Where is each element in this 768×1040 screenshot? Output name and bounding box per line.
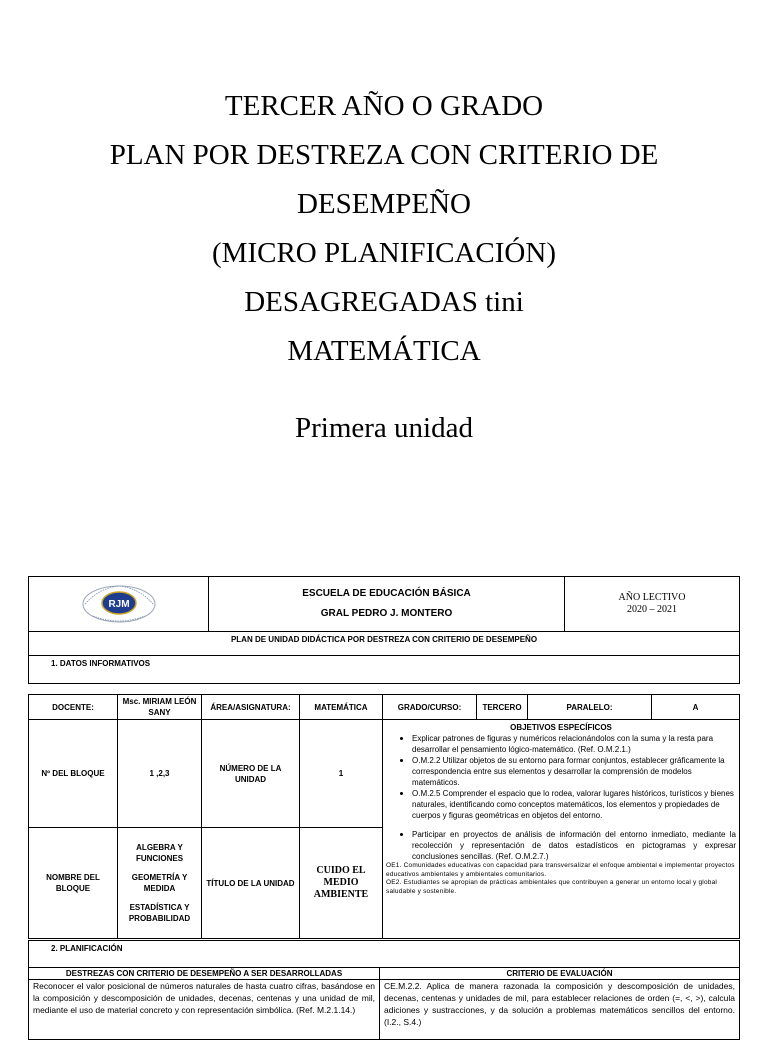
objetivo-item: • Participar en proyectos de análisis de información del entorno inmediato, mediante la recolección y representación de datos estadísticos en pictogramas y expresar conclusiones sencillas. (Ref. O.M.2.7.) [412,829,736,862]
title-line-grade: TERCER AÑO O GRADO [224,90,544,122]
school-name: GRAL PEDRO J. MONTERO [320,608,453,619]
section-planificacion: 2. PLANIFICACIÓN [29,941,740,968]
numero-unidad-label: NÚMERO DE LA UNIDAD [202,720,300,828]
paralelo-label: PARALELO: [528,695,652,720]
objetivos-list [386,733,736,862]
title-line-plan: PLAN POR DESTREZA CON CRITERIO DE [109,139,659,171]
paralelo-value: A [652,695,740,720]
logo-lettering: RJM [107,599,130,610]
school-year-value: 2020 – 2021 [627,604,677,615]
logo-cell [29,577,209,632]
school-header-table [28,576,740,684]
objetivo-ambiental-2: OE2. Estudiantes se apropian de prácticas ambientales que contribuyen a generar un entorno local y global saludable y sostenible. [386,879,718,895]
planificacion-table [28,940,740,1040]
destreza-text: Reconocer el valor posicional de números naturales de hasta cuatro cifras, basándose en la composición y descomposición de unidades, decenas, centenas y una unidad de mil, mediante el uso de material concreto y con representación simbólica. (Ref. M.2.1.14.) [29,980,380,1040]
criterio-header: CRITERIO DE EVALUACIÓN [380,968,740,980]
bloque-value: 1 ,2,3 [118,720,202,828]
grado-value: TERCERO [477,695,528,720]
school-name-cell [209,577,565,632]
bloque-label: Nº DEL BLOQUE [29,720,118,828]
objetivos-cell [383,720,740,939]
numero-unidad-value: 1 [300,720,383,828]
titulo-unidad-value: CUIDO EL MEDIO AMBIENTE [300,828,383,939]
criterio-text: CE.M.2.2. Aplica de manera razonada la composición y descomposición de unidades, decenas, centenas y unidades de mil, para establecer relaciones de orden (=, <, >), calcula adiciones y sustracciones, y da solución a problemas matemáticos sencillos del entorno. (I.2., S.4.) [380,980,740,1040]
title-line-subject: MATEMÁTICA [287,335,481,367]
objetivo-item: • O.M.2.5 Comprender el espacio que lo rodea, valorar lugares históricos, turísticos y bienes naturales, identificando como conceptos matemáticos, los elementos y propiedades de cuerpos y figuras geométricas en objetos del entorno. [412,788,736,821]
title-line-desagregadas: DESAGREGADAS tini [244,286,524,318]
school-year-cell [565,577,740,632]
area-label: ÁREA/ASIGNATURA: [202,695,300,720]
bloque-name-algebra: ALGEBRA Y FUNCIONES [135,843,184,863]
destrezas-header: DESTREZAS CON CRITERIO DE DESEMPEÑO A SER DESARROLLADAS [29,968,380,980]
objetivos-title: OBJETIVOS ESPECÍFICOS [510,723,612,732]
objetivo-item: • O.M.2.2 Utilizar objetos de su entorno para formar conjuntos, establecer gráficamente la correspondencia entre sus elementos y desarrollar la comprensión de modelos matemáticos. [412,755,736,788]
objetivo-ambiental-1: OE1. Comunidades educativas con capacidad para transversalizar el enfoque ambiental e implementar proyectos educativos ambientales y ambientales comunitarios. [386,862,735,878]
titulo-unidad-label: TÍTULO DE LA UNIDAD [202,828,300,939]
bloque-name-geometria: GEOMETRÍA Y MEDIDA [131,873,188,893]
nombre-bloque-value [118,828,202,939]
school-year-label: AÑO LECTIVO [618,592,686,603]
grado-label: GRADO/CURSO: [383,695,477,720]
bloque-name-estadistica: ESTADÍSTICA Y PROBABILIDAD [128,903,191,923]
datos-informativos-table [28,694,740,939]
objetivo-item: • Explicar patrones de figuras y numéricos relacionándolos con la suma y la resta para desarrollar el pensamiento lógico-matemático. (Ref. O.M.2.1.) [412,733,736,755]
docente-value: Msc. MIRIAM LEÓN SANY [118,695,202,720]
nombre-bloque-label: NOMBRE DEL BLOQUE [29,828,118,939]
document-title [0,82,768,453]
title-line-unit: Primera unidad [295,412,473,444]
docente-label: DOCENTE: [29,695,118,720]
school-type: ESCUELA DE EDUCACIÓN BÁSICA [302,588,471,599]
area-value: MATEMÁTICA [300,695,383,720]
title-line-desempeno: DESEMPEÑO [296,188,471,220]
school-logo [79,582,159,626]
section-datos-informativos: 1. DATOS INFORMATIVOS [29,656,740,684]
plan-title: PLAN DE UNIDAD DIDÁCTICA POR DESTREZA CON CRITERIO DE DESEMPEÑO [29,632,740,656]
title-line-micro: (MICRO PLANIFICACIÓN) [212,237,556,269]
